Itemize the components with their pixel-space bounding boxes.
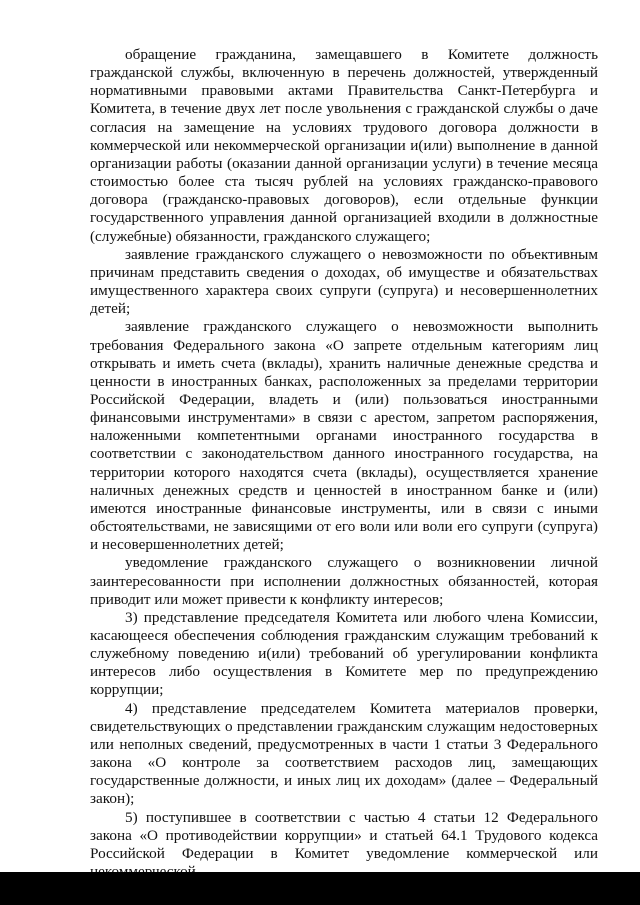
scan-bottom-edge xyxy=(0,872,640,905)
document-body xyxy=(90,46,598,881)
paragraph-item-5: 5) поступившее в соответствии с частью 4 статьи 12 Федерального закона «О противодействии коррупции» и статьей 64.1 Трудового кодекса Российской Федерации в Комитет уведомление коммерческой или xyxy=(90,808,598,862)
paragraph-item-3: 3) представление председателя Комитета или любого члена Комиссии, касающееся обеспечения соблюдения гражданским служащим требований к служебному поведению и(или) требований об урегулировании конфликта интересов либо осуществления в Комитете мер по предупреждению коррупции; xyxy=(90,608,598,699)
paragraph-conflict-of-interest-notice: уведомление гражданского служащего о возникновении личной заинтересованности при исполнении должностных обязанностей, которая приводит или может привести к конфликту интересов; xyxy=(90,554,598,608)
paragraph-citizen-appeal: обращение гражданина, замещавшего в Комитете должность гражданской службы, включенную в перечень должностей, утвержденный нормативными правовыми актами Правительства Санкт-Петербурга и Комитета, в течение двух лет после увольнения с гражданской службы о даче согласия на замещение на условиях трудового договора должности в коммерческой или некоммерческой организации и(или) выполнение в данной организации работы (оказании данной организации услуги) в течение месяца стоимостью более ста тысяч рублей на условиях гражданско-правового договора (гражданско-правовых договоров), если отдельные функции государственного управления данной организацией входили в должностные (служебные) обязанности, гражданского служащего; xyxy=(90,46,598,245)
paragraph-foreign-accounts-statement: заявление гражданского служащего о невозможности выполнить требования Федерального закона «О запрете отдельным категориям лиц открывать и иметь счета (вклады), хранить наличные денежные средства и ценности в иностранных банках, расположенных за пределами территории Российской Федерации, владеть и (или) пользоваться иностранными финансовыми инструментами» в связи с арестом, запретом распоряжения, наложенными компетентными органами иностранного государства в соответствии с законодательством данного иностранного государства, на территории которого находятся счета (вклады), осуществляется хранение наличных денежных средств и ценностей в иностранном банке и (или) имеются иностранные финансовые инструменты, или в связи с иными обстоятельствами, не зависящими от его воли или воли его супруги (супруга) и несовершеннолетних детей; xyxy=(90,318,598,554)
paragraph-income-statement-impossibility: заявление гражданского служащего о невозможности по объективным причинам представить сведения о доходах, об имуществе и обязательствах имущественного характера своих супруги (супруга) и несовершеннолетних детей; xyxy=(90,245,598,318)
paragraph-item-4: 4) представление председателем Комитета материалов проверки, свидетельствующих о представлении гражданским служащим недостоверных или неполных сведений, предусмотренных в части 1 статьи 3 Федерального закона «О контроле за соответствием расходов лиц, замещающих государственные должности, и иных лиц их доходам» (далее – Федеральный закон); xyxy=(90,699,598,808)
